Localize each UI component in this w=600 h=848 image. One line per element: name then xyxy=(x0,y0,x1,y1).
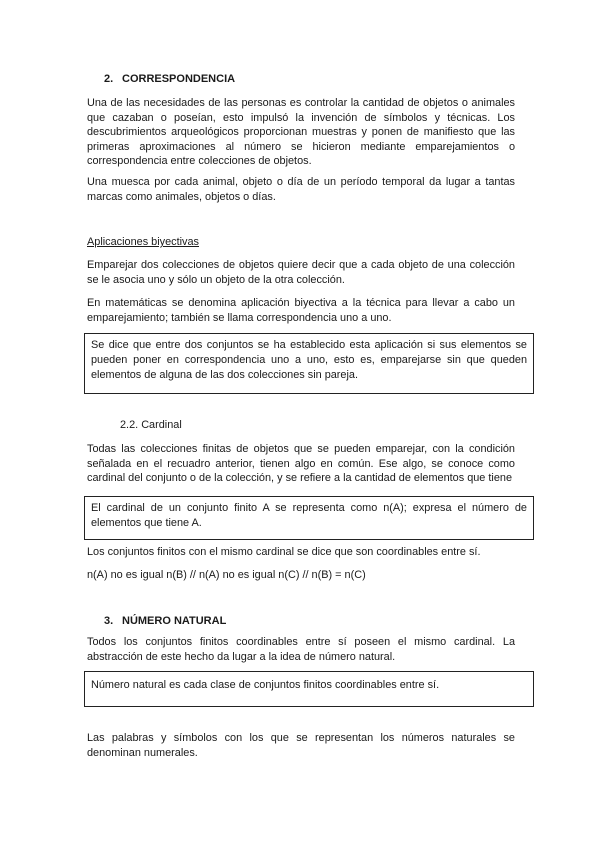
cardinal-equations: n(A) no es igual n(B) // n(A) no es igual n(C) // n(B) = n(C) xyxy=(87,569,366,581)
section-2-title: CORRESPONDENCIA xyxy=(122,73,236,85)
section-3-heading xyxy=(104,614,532,629)
section-2-number: 2. xyxy=(104,73,114,85)
definition-box-biyectiva: Se dice que entre dos conjuntos se ha establecido esta aplicación si sus elementos se pueden poner en correspondencia uno a uno, esto es, emparejarse sin que queden elementos de alguna de las dos colecciones sin pareja. xyxy=(84,333,534,394)
definition-box-numero-natural: Número natural es cada clase de conjuntos finitos coordinables entre sí. xyxy=(84,671,534,707)
aplicaciones-paragraph-2: En matemáticas se denomina aplicación biyectiva a la técnica para llevar a cabo un emparejamiento; también se llama correspondencia uno a uno. xyxy=(87,297,515,324)
numero-natural-paragraph-1: Todos los conjuntos finitos coordinables entre sí poseen el mismo cardinal. La abstracción de este hecho da lugar a la idea de número natural. xyxy=(87,636,515,663)
definition-box-cardinal: El cardinal de un conjunto finito A se representa como n(A); expresa el número de elementos que tiene A. xyxy=(84,496,534,540)
correspondencia-paragraph-2: Una muesca por cada animal, objeto o día de un período temporal da lugar a tantas marcas como animales, objetos o días. xyxy=(87,176,515,203)
cardinal-paragraph-1: Todas las colecciones finitas de objetos que se pueden emparejar, con la condición señalada en el recuadro anterior, tienen algo en común. Ese algo, se conoce como cardinal del conjunto o de la colección, y se refiere a la cantidad de elementos que tiene xyxy=(87,443,515,485)
section-3-title: NÚMERO NATURAL xyxy=(122,615,227,627)
aplicaciones-paragraph-1: Emparejar dos colecciones de objetos quiere decir que a cada objeto de una colección se le asocia uno y sólo un objeto de la otra colección. xyxy=(87,259,515,286)
aplicaciones-heading: Aplicaciones biyectivas xyxy=(87,236,199,248)
section-3-number: 3. xyxy=(104,615,114,627)
section-2-heading xyxy=(104,72,532,87)
correspondencia-paragraph-1: Una de las necesidades de las personas es controlar la cantidad de objetos o animales que cazaban o poseían, esto impulsó la invención de símbolos y técnicas. Los descubrimientos arqueológicos proporcionan muestras y ponen de manifiesto que las primeras aproximaciones al número se hicieron mediante emparejamientos o correspondencia entre colecciones de objetos. xyxy=(87,97,515,168)
cardinal-paragraph-2: Los conjuntos finitos con el mismo cardinal se dice que son coordinables entre sí. xyxy=(87,546,481,558)
cardinal-heading: 2.2. Cardinal xyxy=(120,419,182,431)
numero-natural-paragraph-2: Las palabras y símbolos con los que se representan los números naturales se denominan numerales. xyxy=(87,732,515,759)
